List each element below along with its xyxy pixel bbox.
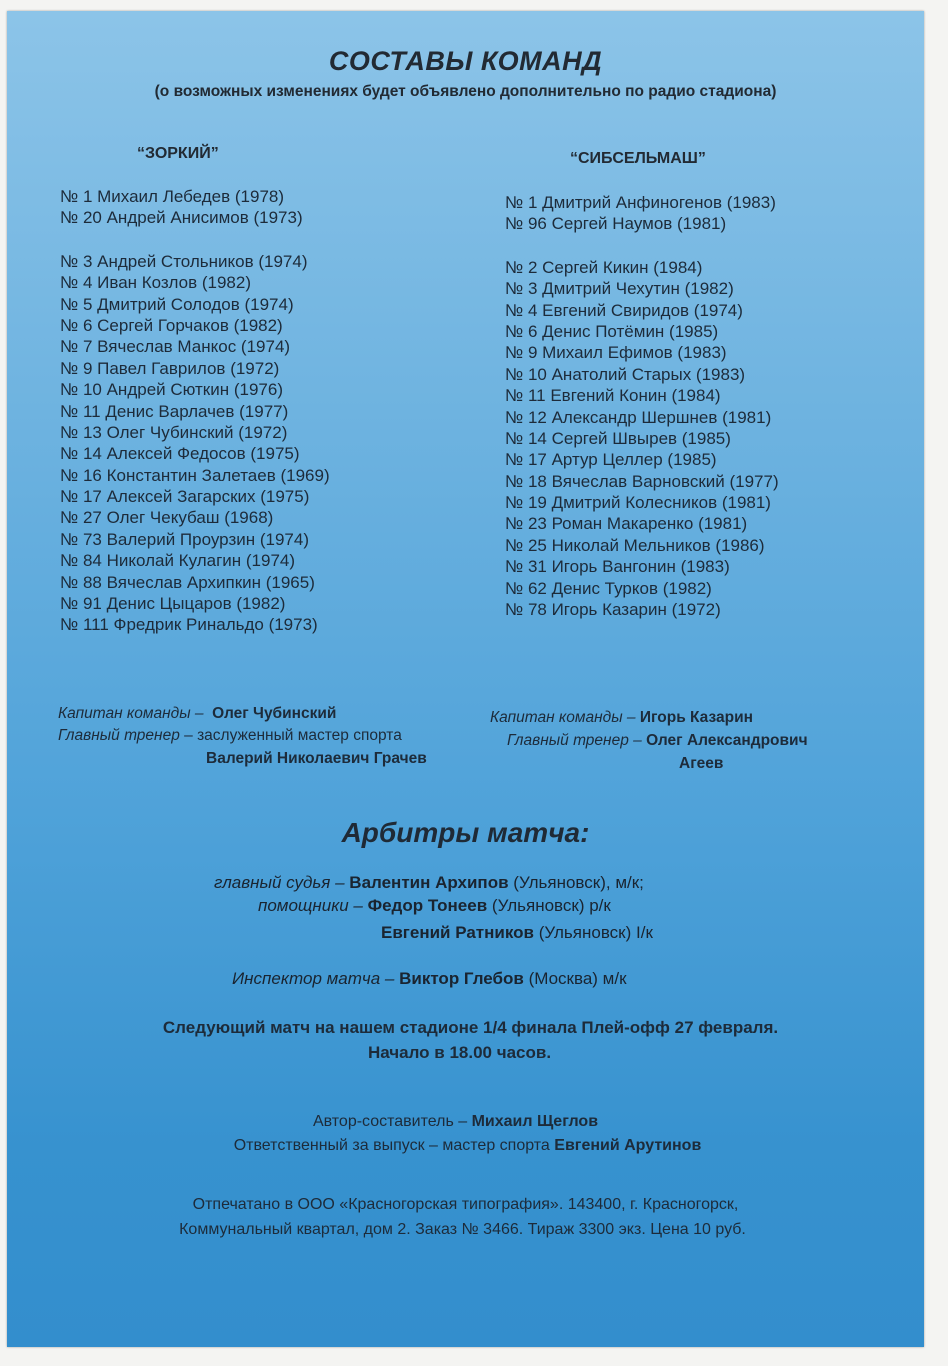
roster-row: № 1 Дмитрий Анфиногенов (1983) [505,193,776,212]
roster-row: № 2 Сергей Кикин (1984) [505,257,703,277]
home-coach [58,725,402,747]
match-inspector [232,969,627,989]
author-credit [0,1113,914,1131]
page-title: СОСТАВЫ КОМАНД [328,46,603,76]
responsible-name: Евгений Арутинов [554,1137,702,1154]
roster-row: № 23 Роман Макаренко (1981) [505,514,748,534]
home-captain [58,703,336,725]
away-team-name: “СИБСЕЛЬМАШ” [570,150,706,167]
assistant-1-city: (Ульяновск) р/к [491,896,611,915]
inspector-city: (Москва) м/к [528,969,627,988]
roster-row: № 88 Вячеслав Архипкин (1965) [60,572,315,592]
roster-row: № 25 Николай Мельников (1986) [505,535,765,555]
referees-title: Арбитры матча: [341,817,590,848]
roster-row: № 73 Валерий Проурзин (1974) [60,529,309,549]
assistants-label: помощники – [258,896,363,915]
next-match-line-1: Следующий матч на нашем стадионе 1/4 финала Плей-офф 27 февраля. [162,1018,779,1037]
roster-row: № 7 Вячеслав Манкос (1974) [60,337,291,357]
roster-row: № 4 Иван Козлов (1982) [60,273,251,293]
captain-name: Игорь Казарин [639,709,753,726]
roster-row: № 14 Алексей Федосов (1975) [60,444,300,464]
main-referee [214,873,644,893]
roster-row: № 9 Михаил Ефимов (1983) [505,343,727,363]
roster-row: № 10 Андрей Сюткин (1976) [60,380,283,400]
roster-row: № 5 Дмитрий Солодов (1974) [60,294,294,314]
responsible-label: Ответственный за выпуск – мастер спорта [233,1137,550,1154]
away-coach [507,730,808,752]
roster-row: № 10 Анатолий Старых (1983) [505,364,746,384]
captain-name: Олег Чубинский [212,705,337,722]
imprint-line-1: Отпечатано в ООО «Красногорская типография». 143400, г. Красногорск, [192,1196,739,1213]
away-roster [505,192,779,620]
main-referee-label: главный судья – [214,873,345,892]
assistant-1-name: Федор Тонеев [367,896,488,915]
author-label: Автор-составитель – [312,1113,468,1130]
roster-row: № 3 Андрей Стольников (1974) [60,251,308,271]
roster-row: № 17 Алексей Загарских (1975) [60,487,310,507]
roster-row: № 16 Константин Залетаев (1969) [60,465,330,485]
coach-label: Главный тренер [58,727,180,744]
main-referee-city: (Ульяновск), м/к; [513,873,644,892]
roster-row: № 27 Олег Чекубаш (1968) [60,508,274,528]
captain-label: Капитан команды – [58,705,204,722]
roster-row: № 111 Фредрик Ринальдо (1973) [60,615,318,635]
roster-row: № 78 Игорь Казарин (1972) [505,600,721,620]
captain-label: Капитан команды – [490,709,636,726]
roster-row: № 91 Денис Цыцаров (1982) [60,594,286,614]
next-match-line-2: Начало в 18.00 часов. [367,1043,552,1062]
roster-row: № 12 Александр Шершнев (1981) [505,407,772,427]
roster-row: № 62 Денис Турков (1982) [505,578,712,598]
assistant-referee-1 [258,896,611,916]
author-name: Михаил Щеглов [471,1113,599,1130]
home-coach-name: Валерий Николаевич Грачев [206,750,427,767]
inspector-label: Инспектор матча – [232,969,395,988]
roster-row: № 14 Сергей Швырев (1985) [505,428,731,448]
program-page [7,11,924,1347]
roster-row: № 13 Олег Чубинский (1972) [60,422,288,442]
away-coach-surname: Агеев [679,755,724,772]
roster-row: № 18 Вячеслав Варновский (1977) [505,471,779,491]
home-team-name: “ЗОРКИЙ” [137,145,219,162]
roster-row: № 84 Николай Кулагин (1974) [60,551,296,571]
page-subtitle: (о возможных изменениях будет объявлено дополнительно по радио стадиона) [154,83,777,100]
coach-name: Олег Александрович [646,732,808,749]
responsible-credit [9,1137,926,1155]
assistant-referee-2 [381,923,653,943]
roster-row: № 3 Дмитрий Чехутин (1982) [505,279,734,299]
roster-row: № 17 Артур Целлер (1985) [505,450,717,470]
roster-row: № 1 Михаил Лебедев (1978) [60,187,285,206]
roster-row: № 11 Евгений Конин (1984) [505,386,721,406]
roster-row: № 4 Евгений Свиридов (1974) [505,300,743,320]
inspector-name: Виктор Глебов [399,969,524,988]
assistant-2-name: Евгений Ратников [381,923,534,942]
coach-title: – заслуженный мастер спорта [184,727,402,744]
roster-row: № 20 Андрей Анисимов (1973) [60,208,303,228]
assistant-2-city: (Ульяновск) I/к [538,923,653,942]
home-roster [60,186,330,636]
imprint-line-2: Коммунальный квартал, дом 2. Заказ № 3466. Тираж 3300 экз. Цена 10 руб. [179,1221,746,1238]
roster-row: № 11 Денис Варлачев (1977) [60,401,289,421]
roster-row: № 96 Сергей Наумов (1981) [505,214,727,234]
roster-row: № 9 Павел Гаврилов (1972) [60,358,280,378]
roster-row: № 6 Денис Потёмин (1985) [505,321,719,341]
roster-row: № 19 Дмитрий Колесников (1981) [505,493,771,513]
roster-row: № 31 Игорь Вангонин (1983) [505,557,730,577]
coach-label: Главный тренер – [507,732,642,749]
main-referee-name: Валентин Архипов [349,873,509,892]
roster-row: № 6 Сергей Горчаков (1982) [60,315,283,335]
away-captain [490,707,753,729]
